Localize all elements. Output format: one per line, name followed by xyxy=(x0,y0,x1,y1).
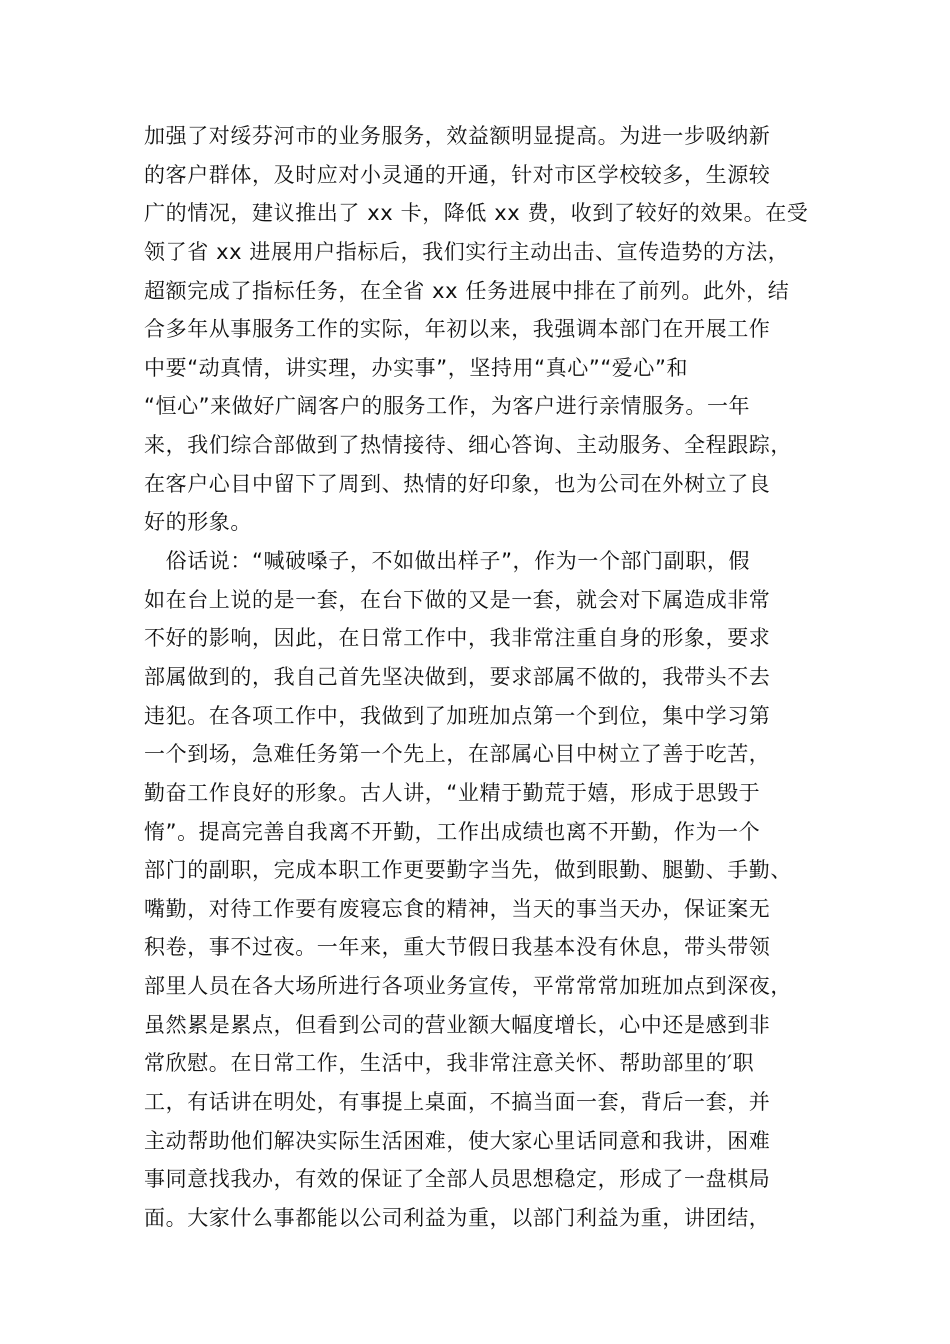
text-line: 广的情况，建议推出了 xx 卡，降低 xx 费，收到了较好的效果。在受 xyxy=(144,201,809,226)
text-line: 中要“动真情，讲实理，办实事”，坚持用“真心”“爱心”和 xyxy=(144,355,689,380)
text-line: 超额完成了指标任务，在全省 xx 任务进展中排在了前列。此外，结 xyxy=(144,278,790,303)
text-line: 在客户心目中留下了周到、热情的好印象，也为公司在外树立了良 xyxy=(144,471,771,496)
text-line: 合多年从事服务工作的实际，年初以来，我强调本部门在开展工作 xyxy=(144,317,771,342)
text-line: 常欣慰。在日常工作，生活中，我非常注意关怀、帮助部里的′职 xyxy=(144,1051,755,1076)
text-line: 的客户群体，及时应对小灵通的开通，针对市区学校较多，生源较 xyxy=(144,162,771,187)
text-line: 部里人员在各大场所进行各项业务宣传，平常常常加班加点到深夜， xyxy=(144,974,792,999)
text-line: “恒心”来做好广阔客户的服务工作，为客户进行亲情服务。一年 xyxy=(144,394,751,419)
text-line: 积卷，事不过夜。一年来，重大节假日我基本没有休息，带头带领 xyxy=(144,935,771,960)
text-line: 勤奋工作良好的形象。古人讲，“业精于勤荒于嬉，形成于思毁于 xyxy=(144,780,761,805)
text-line: 主动帮助他们解决实际生活困难，使大家心里话同意和我讲，困难 xyxy=(144,1128,771,1153)
text-line: 部门的副职，完成本职工作更要勤字当先，做到眼勤、腿勤、手勤、 xyxy=(144,858,792,883)
text-line: 虽然累是累点，但看到公司的营业额大幅度增长，心中还是感到非 xyxy=(144,1012,771,1037)
text-line: 领了省 xx 进展用户指标后，我们实行主动出击、宣传造势的方法， xyxy=(144,239,790,264)
text-line: 嘴勤，对待工作要有废寝忘食的精神，当天的事当天办，保证案无 xyxy=(144,896,771,921)
text-line: 部属做到的，我自己首先坚决做到，要求部属不做的，我带头不去 xyxy=(144,664,771,689)
text-line: 违犯。在各项工作中，我做到了加班加点第一个到位，集中学习第 xyxy=(144,703,771,728)
text-line: 惰”。提高完善自我离不开勤，工作出成绩也离不开勤，作为一个 xyxy=(144,819,761,844)
text-line: 面。大家什么事都能以公司利益为重，以部门利益为重，讲团结， xyxy=(144,1205,771,1230)
body-text xyxy=(144,117,824,1238)
text-line: 工，有话讲在明处，有事提上桌面，不搞当面一套，背后一套，并 xyxy=(144,1090,771,1115)
text-line: 如在台上说的是一套，在台下做的又是一套，就会对下属造成非常 xyxy=(144,587,771,612)
text-line: 事同意找我办，有效的保证了全部人员思想稳定，形成了一盘棋局 xyxy=(144,1167,771,1192)
text-line: 加强了对绥芬河市的业务服务，效益额明显提高。为进一步吸纳新 xyxy=(144,124,771,148)
text-line: 不好的影响，因此，在日常工作中，我非常注重自身的形象，要求 xyxy=(144,626,771,651)
text-line: 一个到场，急难任务第一个先上，在部属心目中树立了善于吃苦， xyxy=(144,742,771,767)
text-line: 来，我们综合部做到了热情接待、细心答询、主动服务、全程跟踪， xyxy=(144,433,792,458)
text-line: 好的形象。 xyxy=(144,510,252,535)
text-line: 俗话说：“喊破嗓子，不如做出样子”，作为一个部门副职，假 xyxy=(144,549,751,574)
